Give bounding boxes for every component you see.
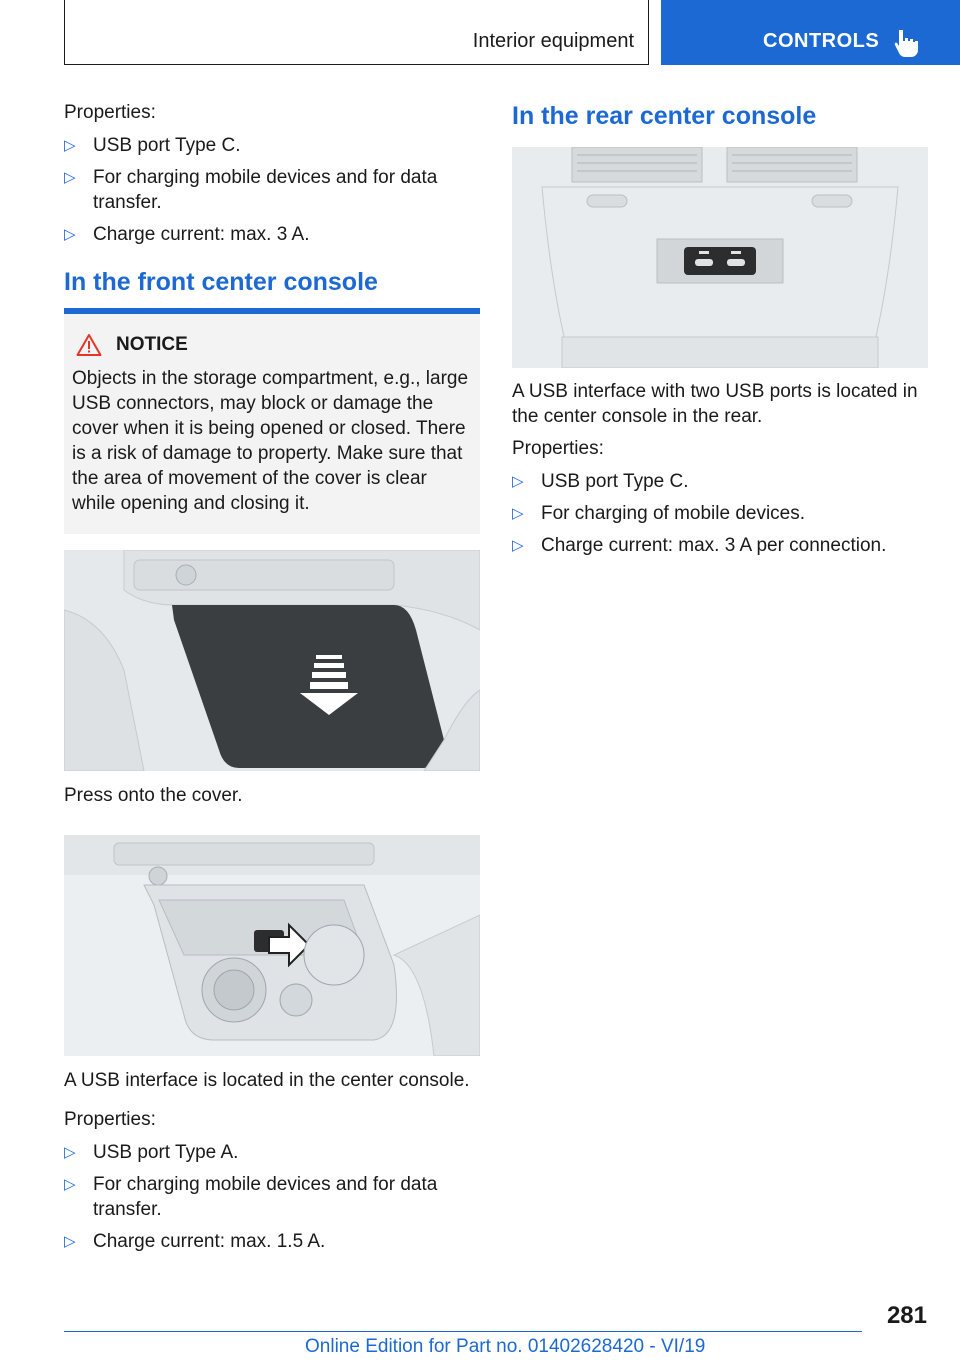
header-chapter-tab: [661, 0, 960, 65]
right-column: [512, 100, 928, 565]
properties-list-bottom: [64, 1140, 480, 1254]
list-item: ▷ For charging mobile devices and for data transfer.: [64, 167, 438, 213]
caption-usb-rear: A USB interface with two USB ports is located in the center console in the rear.: [512, 381, 918, 427]
section-heading-rear: In the rear center console: [512, 102, 817, 130]
bullet-triangle-icon: ▷: [64, 1144, 76, 1161]
footer-rule: [64, 1331, 862, 1332]
notice-title: NOTICE: [116, 334, 188, 355]
list-item: ▷ Charge current: max. 3 A per connection.: [512, 535, 887, 556]
bullet-triangle-icon: ▷: [512, 473, 524, 490]
list-item: ▷ For charging mobile devices and for data transfer.: [64, 1174, 438, 1220]
properties-list-rear: [512, 469, 928, 558]
section-heading-front: In the front center console: [64, 268, 378, 296]
page-number: 281: [886, 1302, 927, 1329]
bullet-triangle-icon: ▷: [64, 1233, 76, 1250]
properties-list-top: [64, 133, 480, 247]
bullet-triangle-icon: ▷: [512, 537, 524, 554]
cover-illustration: [64, 550, 480, 771]
front-usb-illustration: [64, 835, 480, 1056]
left-column: [64, 100, 480, 1261]
list-item: ▷ For charging of mobile devices.: [512, 503, 806, 524]
list-item: ▷ Charge current: max. 3 A.: [64, 224, 310, 245]
caption-usb-front: A USB interface is located in the center console.: [64, 1070, 470, 1091]
bullet-triangle-icon: ▷: [64, 137, 76, 154]
properties-label: Properties:: [512, 438, 604, 459]
notice-header: [72, 330, 472, 360]
pointing-hand-icon: [894, 27, 920, 57]
rear-usb-illustration: [512, 147, 928, 368]
list-item: ▷ USB port Type C.: [512, 471, 689, 492]
notice-box: [64, 314, 480, 534]
header-section-box: [64, 0, 649, 65]
footer-edition: Online Edition for Part no. 01402628420 - VI/19: [305, 1336, 706, 1357]
properties-label: Properties:: [64, 102, 156, 123]
header-chapter-label: CONTROLS: [763, 30, 880, 52]
header-section-title: Interior equipment: [472, 30, 634, 52]
caption-press-cover: Press onto the cover.: [64, 785, 243, 806]
bullet-triangle-icon: ▷: [64, 169, 76, 186]
warning-triangle-icon: [76, 333, 102, 357]
notice-body: Objects in the storage compartment, e.g., large USB connectors, may block or damage the cover when it is being opened or closed. There is a risk of damage to property. Make sure that the area of movement of the cover is clear while opening and closing it.: [72, 368, 469, 514]
bullet-triangle-icon: ▷: [512, 505, 524, 522]
bullet-triangle-icon: ▷: [64, 226, 76, 243]
list-item: ▷ USB port Type C.: [64, 135, 241, 156]
list-item: ▷ Charge current: max. 1.5 A.: [64, 1231, 326, 1252]
properties-label: Properties:: [64, 1109, 156, 1130]
list-item: ▷ USB port Type A.: [64, 1142, 239, 1163]
bullet-triangle-icon: ▷: [64, 1176, 76, 1193]
